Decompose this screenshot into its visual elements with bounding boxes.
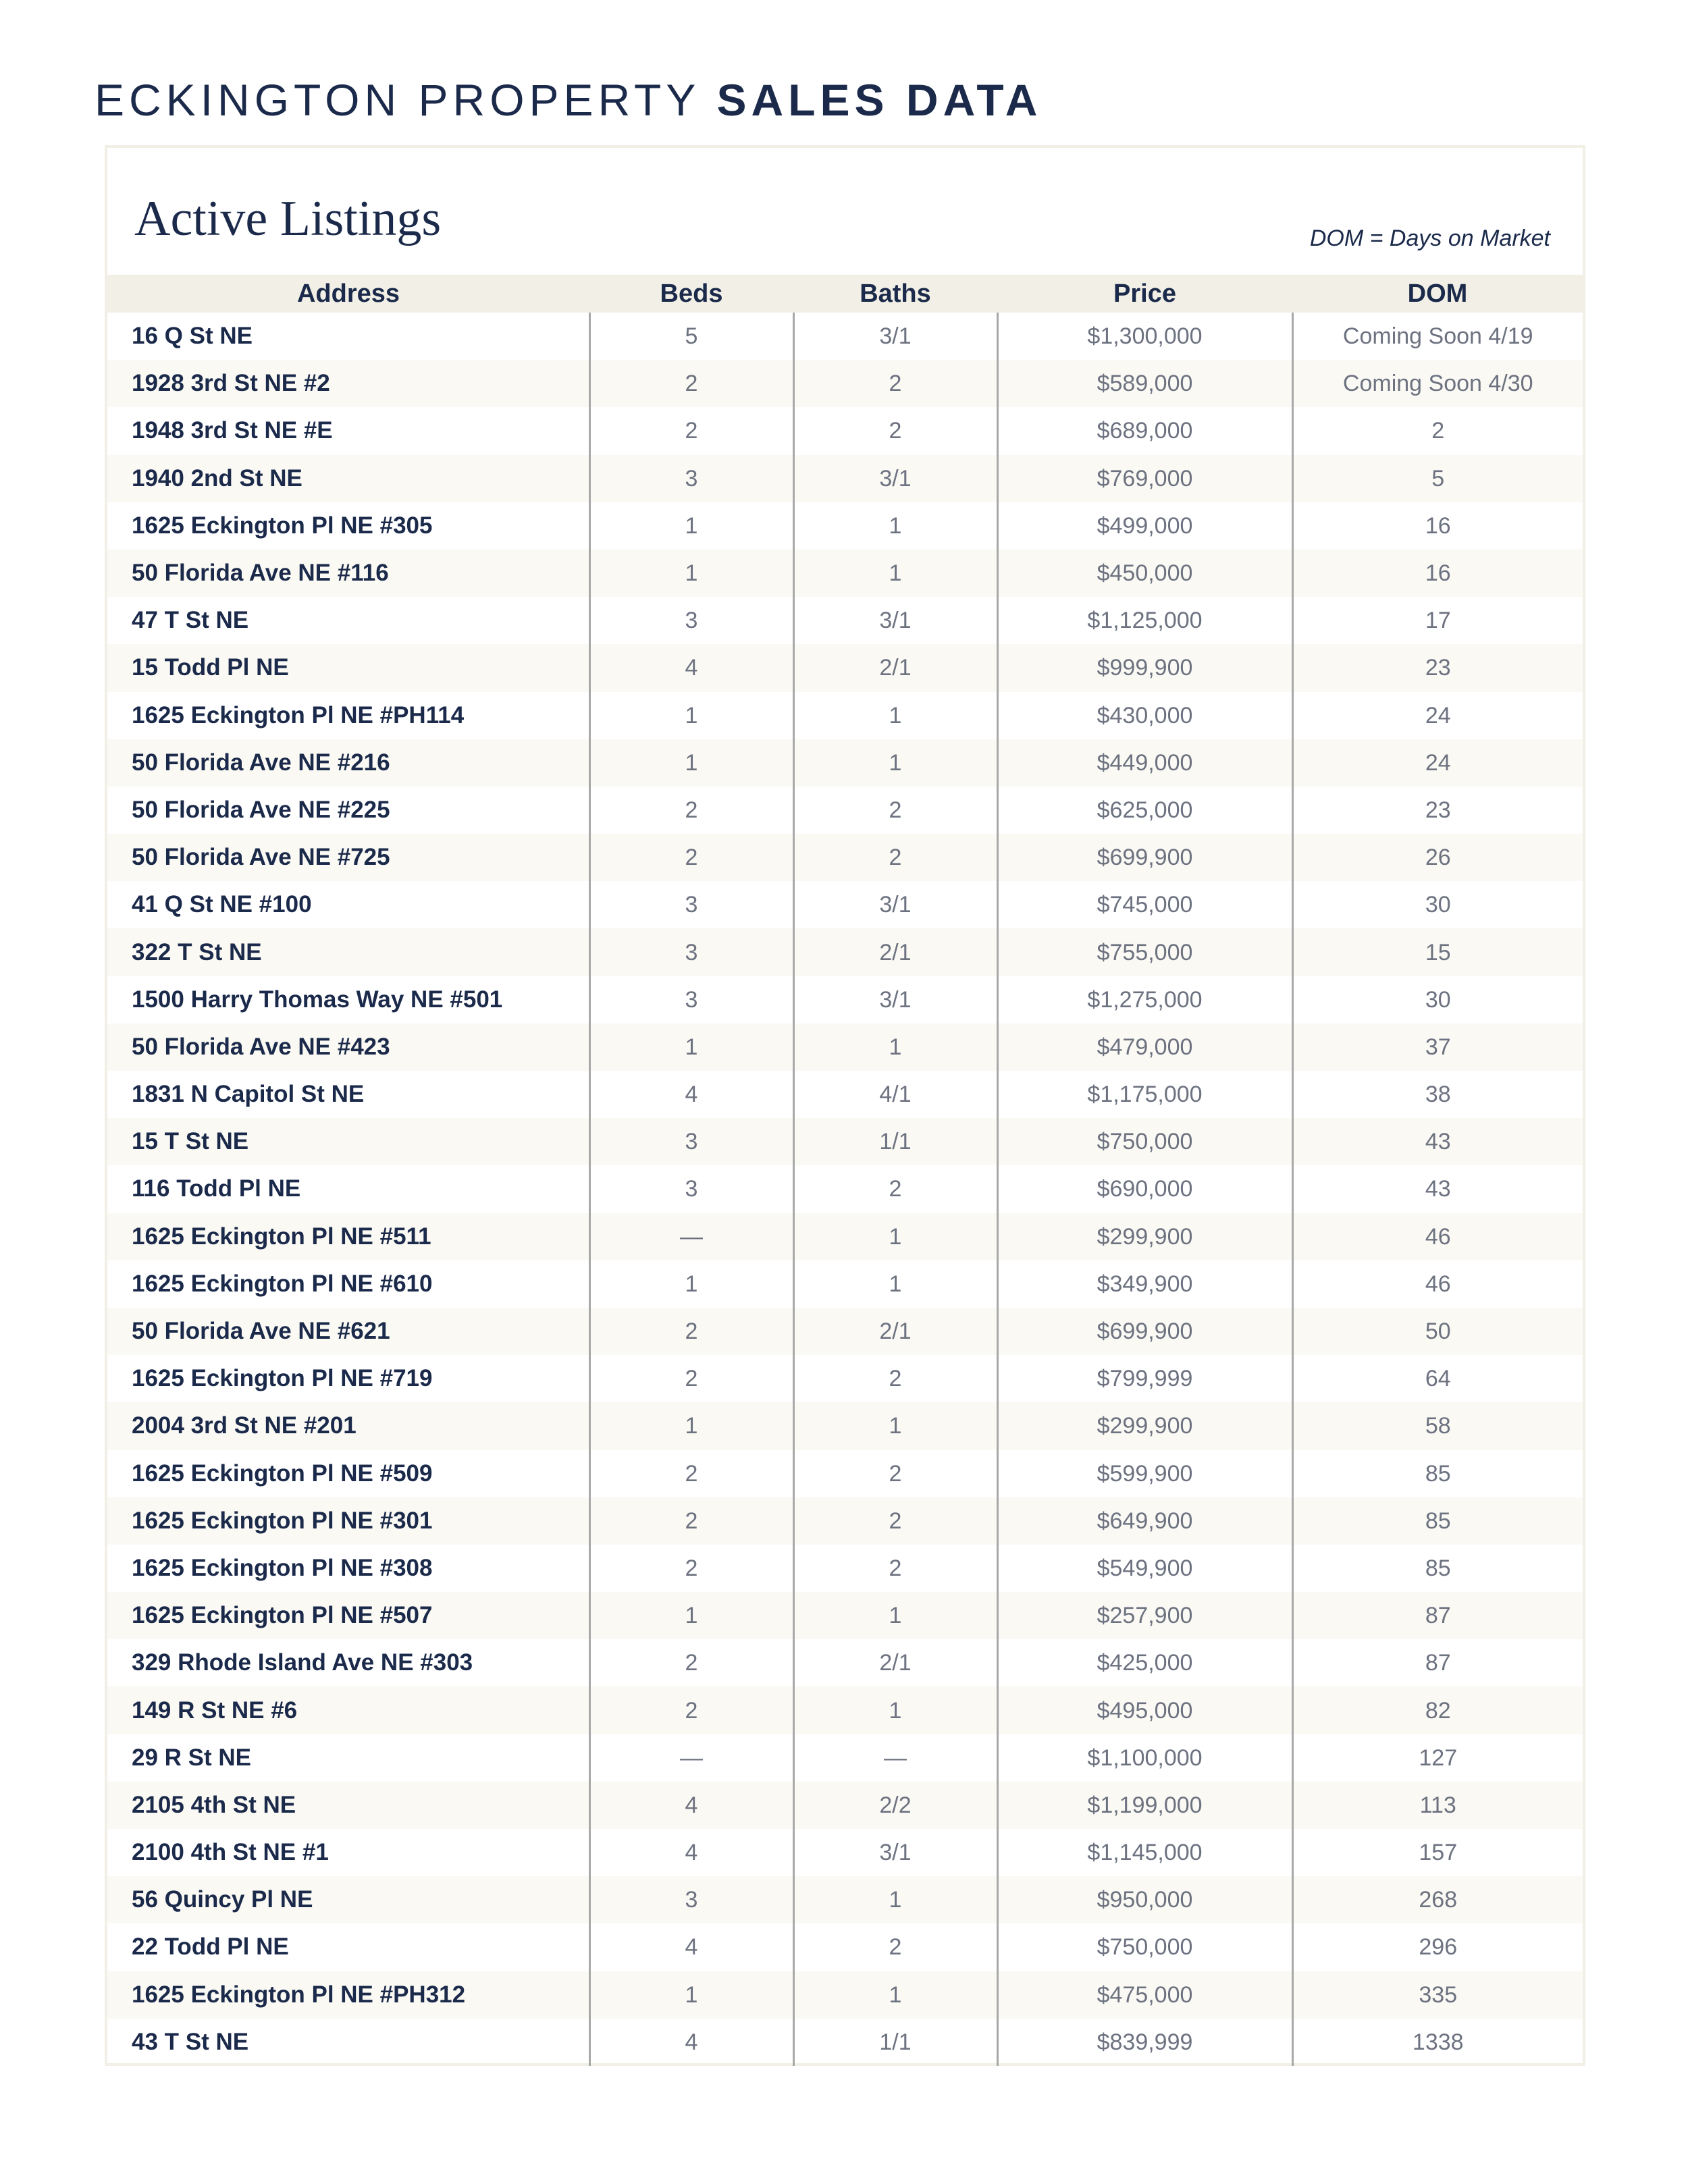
cell-price: $649,900 bbox=[997, 1497, 1292, 1545]
table-row bbox=[107, 1971, 1583, 2019]
cell-beds: 3 bbox=[589, 1118, 793, 1165]
cell-price: $450,000 bbox=[997, 550, 1292, 597]
table-row bbox=[107, 1450, 1583, 1497]
cell-baths: 1 bbox=[793, 1592, 997, 1639]
cell-baths: 3/1 bbox=[793, 597, 997, 644]
cell-price: $625,000 bbox=[997, 787, 1292, 834]
table-row bbox=[107, 360, 1583, 407]
cell-beds: 2 bbox=[589, 1355, 793, 1402]
cell-address: 1625 Eckington Pl NE #719 bbox=[107, 1355, 589, 1402]
section-title: Active Listings bbox=[134, 191, 442, 246]
cell-beds: 3 bbox=[589, 881, 793, 928]
cell-address: 1625 Eckington Pl NE #507 bbox=[107, 1592, 589, 1639]
cell-price: $699,900 bbox=[997, 1308, 1292, 1355]
cell-price: $430,000 bbox=[997, 692, 1292, 739]
cell-dom: 85 bbox=[1425, 1555, 1451, 1581]
cell-beds: 3 bbox=[589, 928, 793, 976]
cell-price: $750,000 bbox=[997, 1923, 1292, 1971]
table-row bbox=[107, 1071, 1583, 1118]
cell-dom: 85 bbox=[1425, 1460, 1451, 1487]
cell-beds: 2 bbox=[589, 834, 793, 881]
cell-address: 1625 Eckington Pl NE #511 bbox=[107, 1213, 589, 1260]
table-row bbox=[107, 976, 1583, 1023]
cell-price: $425,000 bbox=[997, 1639, 1292, 1686]
cell-beds: 2 bbox=[589, 1308, 793, 1355]
cell-baths: 1 bbox=[793, 739, 997, 787]
cell-baths: 2 bbox=[793, 1545, 997, 1592]
cell-beds: 1 bbox=[589, 550, 793, 597]
cell-beds: 2 bbox=[589, 1497, 793, 1545]
cell-baths: 2 bbox=[793, 360, 997, 407]
cell-dom: 5 bbox=[1431, 465, 1445, 491]
cell-beds: 2 bbox=[589, 360, 793, 407]
cell-address: 22 Todd Pl NE bbox=[107, 1923, 589, 1971]
cell-address: 15 T St NE bbox=[107, 1118, 589, 1165]
table-row bbox=[107, 550, 1583, 597]
cell-beds: 2 bbox=[589, 1545, 793, 1592]
table-row bbox=[107, 1686, 1583, 1734]
cell-dom: 58 bbox=[1425, 1413, 1451, 1439]
cell-beds: 2 bbox=[589, 1450, 793, 1497]
cell-baths: 2 bbox=[793, 407, 997, 454]
column-header-dom: DOM bbox=[1407, 279, 1468, 308]
cell-dom: 24 bbox=[1425, 702, 1451, 728]
cell-beds: 2 bbox=[589, 787, 793, 834]
cell-dom: 46 bbox=[1425, 1271, 1451, 1297]
cell-dom: 38 bbox=[1425, 1082, 1451, 1108]
cell-address: 50 Florida Ave NE #216 bbox=[107, 739, 589, 787]
page-title-light: ECKINGTON PROPERTY bbox=[95, 75, 700, 125]
listings-card bbox=[105, 145, 1585, 2066]
cell-price: $950,000 bbox=[997, 1876, 1292, 1923]
cell-baths: 3/1 bbox=[793, 1829, 997, 1876]
cell-baths: 2/1 bbox=[793, 644, 997, 691]
table-row bbox=[107, 1260, 1583, 1308]
cell-baths: 1 bbox=[793, 1260, 997, 1308]
cell-address: 50 Florida Ave NE #116 bbox=[107, 550, 589, 597]
cell-baths: 3/1 bbox=[793, 313, 997, 360]
table-row bbox=[107, 834, 1583, 881]
cell-price: $690,000 bbox=[997, 1165, 1292, 1213]
cell-beds: 2 bbox=[589, 1639, 793, 1686]
cell-dom: 37 bbox=[1425, 1034, 1451, 1060]
cell-price: $257,900 bbox=[997, 1592, 1292, 1639]
cell-price: $599,900 bbox=[997, 1450, 1292, 1497]
cell-address: 322 T St NE bbox=[107, 928, 589, 976]
cell-baths: 2/1 bbox=[793, 928, 997, 976]
column-header-baths: Baths bbox=[860, 279, 931, 308]
cell-beds: 1 bbox=[589, 1260, 793, 1308]
cell-beds: 3 bbox=[589, 597, 793, 644]
cell-price: $499,000 bbox=[997, 502, 1292, 550]
cell-baths: 3/1 bbox=[793, 976, 997, 1023]
cell-baths: 4/1 bbox=[793, 1071, 997, 1118]
table-row bbox=[107, 1023, 1583, 1071]
cell-address: 43 T St NE bbox=[107, 2019, 589, 2066]
cell-price: $1,175,000 bbox=[997, 1071, 1292, 1118]
cell-price: $1,199,000 bbox=[997, 1782, 1292, 1829]
cell-baths: 1 bbox=[793, 1213, 997, 1260]
cell-dom: 85 bbox=[1425, 1508, 1451, 1534]
cell-baths: 1 bbox=[793, 1686, 997, 1734]
cell-dom: 268 bbox=[1419, 1887, 1458, 1913]
cell-beds: 4 bbox=[589, 2019, 793, 2066]
cell-address: 56 Quincy Pl NE bbox=[107, 1876, 589, 1923]
cell-price: $495,000 bbox=[997, 1686, 1292, 1734]
cell-address: 1928 3rd St NE #2 bbox=[107, 360, 589, 407]
cell-dom: 16 bbox=[1425, 512, 1451, 539]
cell-price: $1,125,000 bbox=[997, 597, 1292, 644]
cell-beds: 1 bbox=[589, 739, 793, 787]
cell-address: 1625 Eckington Pl NE #509 bbox=[107, 1450, 589, 1497]
cell-dom: 30 bbox=[1425, 892, 1451, 918]
cell-price: $299,900 bbox=[997, 1213, 1292, 1260]
cell-address: 2100 4th St NE #1 bbox=[107, 1829, 589, 1876]
table-row bbox=[107, 1592, 1583, 1639]
cell-price: $589,000 bbox=[997, 360, 1292, 407]
table-row bbox=[107, 1213, 1583, 1260]
table-row bbox=[107, 1497, 1583, 1545]
cell-baths: 2/2 bbox=[793, 1782, 997, 1829]
table-header-row bbox=[107, 275, 1583, 313]
cell-address: 1625 Eckington Pl NE #305 bbox=[107, 502, 589, 550]
page-title-bold: SALES DATA bbox=[716, 75, 1043, 125]
cell-address: 116 Todd Pl NE bbox=[107, 1165, 589, 1213]
table-row bbox=[107, 928, 1583, 976]
cell-dom: 157 bbox=[1419, 1840, 1458, 1866]
cell-dom: 64 bbox=[1425, 1366, 1451, 1392]
cell-beds: 4 bbox=[589, 1923, 793, 1971]
cell-dom: 23 bbox=[1425, 797, 1451, 823]
cell-baths: 2/1 bbox=[793, 1308, 997, 1355]
cell-address: 2105 4th St NE bbox=[107, 1782, 589, 1829]
cell-dom: 24 bbox=[1425, 749, 1451, 776]
cell-dom: 335 bbox=[1419, 1981, 1458, 2008]
cell-price: $349,900 bbox=[997, 1260, 1292, 1308]
table-row bbox=[107, 692, 1583, 739]
cell-price: $839,999 bbox=[997, 2019, 1292, 2066]
table-row bbox=[107, 1782, 1583, 1829]
table-row bbox=[107, 597, 1583, 644]
cell-beds: 3 bbox=[589, 976, 793, 1023]
table-row bbox=[107, 1165, 1583, 1213]
table-row bbox=[107, 1402, 1583, 1449]
cell-beds: 4 bbox=[589, 1829, 793, 1876]
listings-table bbox=[107, 275, 1583, 2066]
cell-price: $999,900 bbox=[997, 644, 1292, 691]
cell-baths: 3/1 bbox=[793, 881, 997, 928]
cell-price: $1,300,000 bbox=[997, 313, 1292, 360]
cell-baths: 1/1 bbox=[793, 1118, 997, 1165]
table-row bbox=[107, 1355, 1583, 1402]
table-row bbox=[107, 2019, 1583, 2066]
cell-beds: 1 bbox=[589, 1023, 793, 1071]
cell-baths: 2 bbox=[793, 834, 997, 881]
cell-dom: 30 bbox=[1425, 986, 1451, 1013]
table-row bbox=[107, 644, 1583, 691]
cell-address: 1625 Eckington Pl NE #PH114 bbox=[107, 692, 589, 739]
cell-price: $689,000 bbox=[997, 407, 1292, 454]
cell-dom: 15 bbox=[1425, 939, 1451, 965]
cell-address: 1500 Harry Thomas Way NE #501 bbox=[107, 976, 589, 1023]
column-header-price: Price bbox=[1113, 279, 1176, 308]
cell-baths: 1 bbox=[793, 1876, 997, 1923]
cell-dom: 1338 bbox=[1412, 2029, 1464, 2055]
cell-price: $750,000 bbox=[997, 1118, 1292, 1165]
cell-dom: 87 bbox=[1425, 1603, 1451, 1629]
cell-baths: 1 bbox=[793, 1023, 997, 1071]
cell-dom: 23 bbox=[1425, 655, 1451, 681]
cell-beds: 2 bbox=[589, 407, 793, 454]
column-header-beds: Beds bbox=[660, 279, 723, 308]
cell-address: 1625 Eckington Pl NE #610 bbox=[107, 1260, 589, 1308]
cell-beds: 4 bbox=[589, 1071, 793, 1118]
column-header-address: Address bbox=[296, 279, 400, 308]
cell-price: $799,999 bbox=[997, 1355, 1292, 1402]
table-row bbox=[107, 881, 1583, 928]
table-row bbox=[107, 739, 1583, 787]
cell-dom: 113 bbox=[1419, 1792, 1456, 1818]
cell-dom: 87 bbox=[1425, 1650, 1451, 1676]
cell-address: 149 R St NE #6 bbox=[107, 1686, 589, 1734]
cell-address: 41 Q St NE #100 bbox=[107, 881, 589, 928]
cell-beds: — bbox=[589, 1213, 793, 1260]
table-row bbox=[107, 502, 1583, 550]
cell-dom: 26 bbox=[1425, 845, 1451, 871]
cell-dom: 43 bbox=[1425, 1129, 1451, 1155]
cell-baths: 2 bbox=[793, 1497, 997, 1545]
cell-baths: 2/1 bbox=[793, 1639, 997, 1686]
cell-beds: 2 bbox=[589, 1686, 793, 1734]
cell-price: $1,275,000 bbox=[997, 976, 1292, 1023]
cell-dom: 296 bbox=[1419, 1934, 1458, 1961]
cell-beds: — bbox=[589, 1734, 793, 1782]
cell-price: $549,900 bbox=[997, 1545, 1292, 1592]
cell-beds: 1 bbox=[589, 1592, 793, 1639]
cell-price: $475,000 bbox=[997, 1971, 1292, 2019]
cell-dom: 43 bbox=[1425, 1176, 1451, 1202]
table-row bbox=[107, 787, 1583, 834]
cell-price: $769,000 bbox=[997, 455, 1292, 502]
cell-baths: 2 bbox=[793, 1923, 997, 1971]
cell-beds: 1 bbox=[589, 502, 793, 550]
cell-address: 50 Florida Ave NE #621 bbox=[107, 1308, 589, 1355]
cell-baths: 1 bbox=[793, 1971, 997, 2019]
table-row bbox=[107, 455, 1583, 502]
cell-address: 2004 3rd St NE #201 bbox=[107, 1402, 589, 1449]
cell-baths: 2 bbox=[793, 1355, 997, 1402]
cell-address: 329 Rhode Island Ave NE #303 bbox=[107, 1639, 589, 1686]
cell-address: 1625 Eckington Pl NE #301 bbox=[107, 1497, 589, 1545]
cell-address: 50 Florida Ave NE #725 bbox=[107, 834, 589, 881]
table-row bbox=[107, 1829, 1583, 1876]
table-row bbox=[107, 1545, 1583, 1592]
cell-baths: 1 bbox=[793, 692, 997, 739]
cell-address: 1940 2nd St NE bbox=[107, 455, 589, 502]
cell-address: 1948 3rd St NE #E bbox=[107, 407, 589, 454]
cell-price: $299,900 bbox=[997, 1402, 1292, 1449]
cell-baths: — bbox=[793, 1734, 997, 1782]
cell-beds: 1 bbox=[589, 1971, 793, 2019]
table-row bbox=[107, 1734, 1583, 1782]
cell-price: $745,000 bbox=[997, 881, 1292, 928]
cell-price: $479,000 bbox=[997, 1023, 1292, 1071]
cell-price: $1,100,000 bbox=[997, 1734, 1292, 1782]
dom-legend: DOM = Days on Market bbox=[1309, 225, 1550, 251]
table-row bbox=[107, 1923, 1583, 1971]
cell-baths: 1 bbox=[793, 550, 997, 597]
cell-beds: 3 bbox=[589, 1876, 793, 1923]
cell-dom: 50 bbox=[1425, 1319, 1451, 1345]
cell-price: $699,900 bbox=[997, 834, 1292, 881]
cell-beds: 4 bbox=[589, 644, 793, 691]
cell-address: 16 Q St NE bbox=[107, 313, 589, 360]
cell-beds: 5 bbox=[589, 313, 793, 360]
table-row bbox=[107, 407, 1583, 454]
cell-address: 1625 Eckington Pl NE #PH312 bbox=[107, 1971, 589, 2019]
cell-price: $755,000 bbox=[997, 928, 1292, 976]
table-row bbox=[107, 1639, 1583, 1686]
cell-baths: 2 bbox=[793, 1165, 997, 1213]
cell-beds: 1 bbox=[589, 692, 793, 739]
table-row bbox=[107, 1876, 1583, 1923]
table-row bbox=[107, 313, 1583, 360]
cell-beds: 4 bbox=[589, 1782, 793, 1829]
table-row bbox=[107, 1118, 1583, 1165]
cell-beds: 1 bbox=[589, 1402, 793, 1449]
page-title bbox=[95, 73, 1042, 127]
cell-beds: 3 bbox=[589, 1165, 793, 1213]
cell-dom: 16 bbox=[1425, 560, 1451, 587]
cell-address: 1625 Eckington Pl NE #308 bbox=[107, 1545, 589, 1592]
cell-dom: 46 bbox=[1425, 1223, 1451, 1250]
cell-baths: 1 bbox=[793, 502, 997, 550]
cell-baths: 2 bbox=[793, 787, 997, 834]
cell-dom: 17 bbox=[1425, 608, 1451, 634]
cell-dom: 82 bbox=[1425, 1697, 1451, 1724]
cell-baths: 1 bbox=[793, 1402, 997, 1449]
cell-baths: 3/1 bbox=[793, 455, 997, 502]
cell-dom: 2 bbox=[1431, 418, 1445, 444]
table-row bbox=[107, 1308, 1583, 1355]
cell-address: 29 R St NE bbox=[107, 1734, 589, 1782]
cell-price: $1,145,000 bbox=[997, 1829, 1292, 1876]
cell-baths: 2 bbox=[793, 1450, 997, 1497]
cell-address: 50 Florida Ave NE #225 bbox=[107, 787, 589, 834]
cell-address: 50 Florida Ave NE #423 bbox=[107, 1023, 589, 1071]
cell-beds: 3 bbox=[589, 455, 793, 502]
cell-address: 15 Todd Pl NE bbox=[107, 644, 589, 691]
cell-baths: 1/1 bbox=[793, 2019, 997, 2066]
cell-price: $449,000 bbox=[997, 739, 1292, 787]
cell-address: 47 T St NE bbox=[107, 597, 589, 644]
cell-address: 1831 N Capitol St NE bbox=[107, 1071, 589, 1118]
cell-dom: Coming Soon 4/30 bbox=[1342, 371, 1533, 397]
cell-dom: Coming Soon 4/19 bbox=[1342, 323, 1533, 350]
cell-dom: 127 bbox=[1419, 1744, 1458, 1771]
